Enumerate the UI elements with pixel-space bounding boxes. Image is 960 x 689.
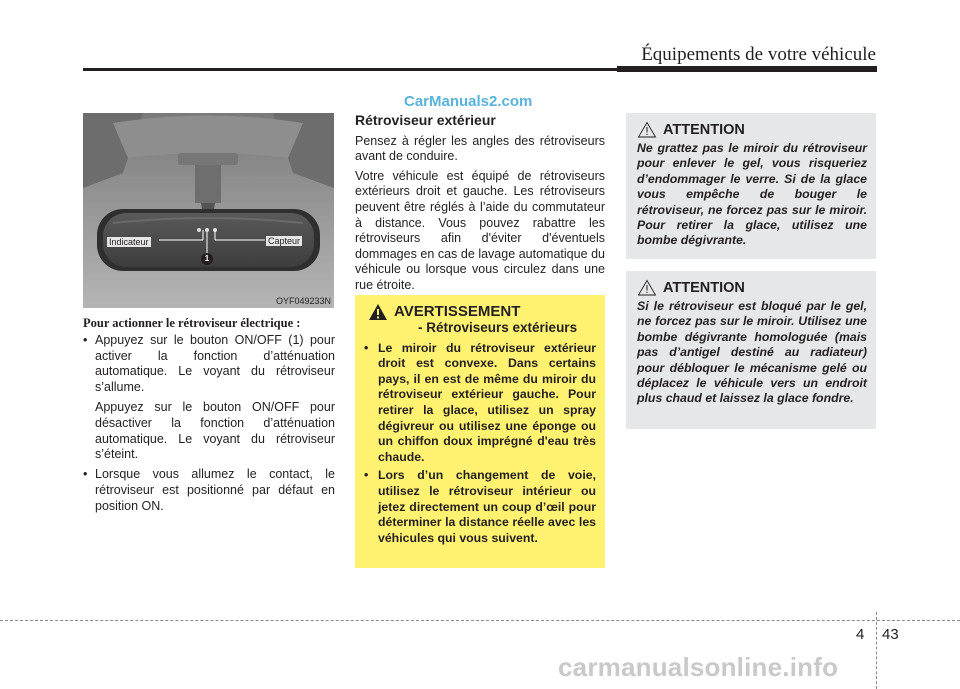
warning-title: AVERTISSEMENT	[394, 303, 521, 320]
indicator-label: Indicateur	[109, 237, 149, 247]
list-item: • Appuyez sur le bouton ON/OFF (1) pour activer la fonction d’atténuation automatique. Le voyant du rétroviseur s’allume.	[83, 333, 335, 396]
mirror-operation-heading: Pour actionner le rétroviseur électrique :	[83, 316, 301, 330]
attention-header	[637, 279, 867, 296]
attention-box-2	[626, 271, 876, 429]
warning-subtitle: - Rétroviseurs extérieurs	[418, 320, 578, 335]
warning-item: • Lors d’un changement de voie, utilisez le rétroviseur intérieur ou jetez directement un coup d’œil pour déterminer la distance réelle avec les véhicules qui vous suivent.	[364, 468, 596, 546]
mirror-drawing	[83, 113, 334, 308]
sensor-label: Capteur	[268, 236, 301, 246]
column-1	[83, 316, 335, 515]
paragraph: Pensez à régler les angles des rétroviseurs avant de conduire.	[355, 133, 605, 164]
header-rule-accent	[617, 66, 877, 72]
footer-rule	[0, 620, 960, 621]
button-number-badge: 1	[201, 253, 213, 265]
attention-title: ATTENTION	[663, 121, 745, 138]
warning-header	[364, 303, 596, 321]
mirror-illustration	[83, 113, 334, 308]
warning-triangle-icon	[368, 303, 388, 321]
list-item: • Lorsque vous allumez le contact, le rétroviseur est positionné par défaut en position ON.	[83, 467, 335, 514]
column-2	[355, 113, 605, 298]
attention-text: Si le rétroviseur est bloqué par le gel, ne forcez pas sur le miroir. Utilisez une bombe dégivrante homologuée (mais pas d’antigel destiné au radiateur) pour débloquer le mécanisme gelé ou déplacez le véhicule vers un endroit plus chaud et laissez la glace fondre.	[637, 299, 867, 406]
paragraph: Votre véhicule est équipé de rétroviseurs extérieurs droit et gauche. Les rétroviseurs peuvent être réglés à l’aide du commutateur à distance. Vous pouvez rabattre les rétroviseurs afin d'éviter d'éventuels dommages en cas de lavage automatique du véhicule ou lorsque vous circulez dans une rue étroite.	[355, 168, 605, 292]
page-header-title: Équipements de votre véhicule	[641, 44, 876, 65]
attention-header	[637, 121, 867, 138]
footer-divider	[876, 612, 877, 689]
caution-triangle-icon	[637, 121, 657, 138]
watermark-top: CarManuals2.com	[404, 93, 533, 110]
caution-triangle-icon	[637, 279, 657, 296]
warning-item: • Le miroir du rétroviseur extérieur droit est convexe. Dans certains pays, il en est de même du miroir du rétroviseur extérieur gauche. Pour retirer la glace, utilisez un spray dégivreur ou utilisez une éponge ou un chiffon doux imprégné d'eau très chaude.	[364, 341, 596, 466]
warning-box	[355, 295, 605, 568]
section-heading: Rétroviseur extérieur	[355, 112, 496, 128]
list-item-continued: Appuyez sur le bouton ON/OFF pour désactiver la fonction d’atténuation automatique. Le voyant du rétroviseur s’éteint.	[95, 399, 335, 462]
chapter-number: 4	[856, 626, 865, 643]
attention-title: ATTENTION	[663, 279, 745, 296]
figure-code: OYF049233N	[275, 296, 331, 306]
attention-text: Ne grattez pas le miroir du rétroviseur pour enlever le gel, vous risqueriez d’endommager le verre. Si de la glace vous empêche de bouger le rétroviseur, ne forcez pas sur le miroir. Pour retirer la glace, utilisez une bombe dégivrante.	[637, 141, 867, 248]
page-number: 43	[882, 626, 899, 643]
watermark-bottom: carmanualsonline.info	[558, 652, 839, 682]
attention-box-1	[626, 113, 876, 259]
